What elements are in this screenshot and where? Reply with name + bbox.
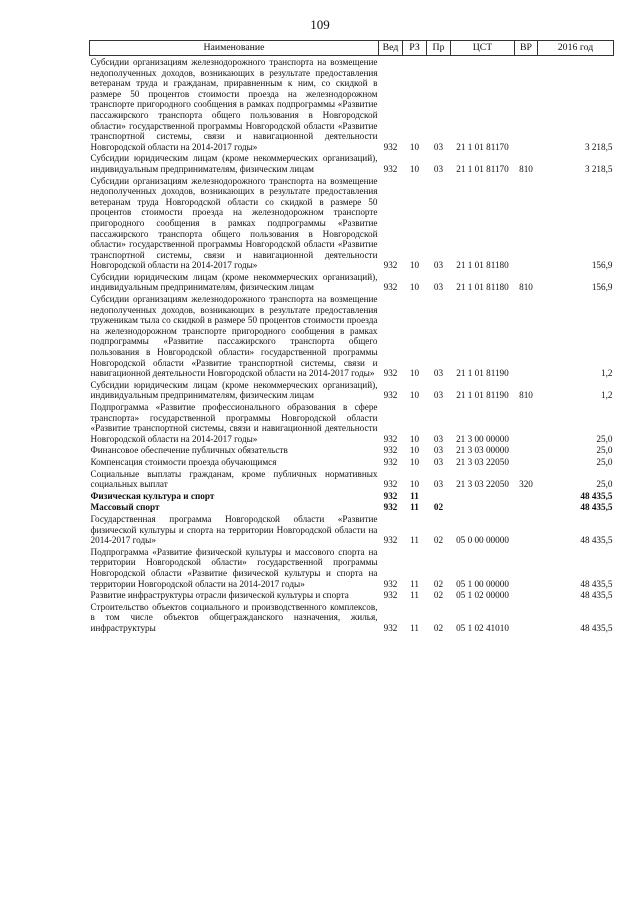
cell-vr (515, 456, 538, 468)
cell-rz: 10 (409, 445, 420, 456)
cell-rz: 11 (410, 490, 419, 501)
cell-amount: 48 435,5 (580, 622, 613, 633)
table-row (90, 456, 614, 468)
cell-vr (515, 501, 538, 513)
cell-amount: 25,0 (596, 479, 613, 490)
table-row (90, 175, 614, 271)
cell-vr (515, 56, 538, 153)
cell-amount: 1,2 (601, 390, 613, 401)
cell-cst: 21 1 01 81190 (456, 368, 509, 379)
cell-name: Массовый спорт (90, 502, 160, 513)
cell-name: Развитие инфраструктуры отрасли физической культуры и спорта (90, 590, 349, 601)
cell-pr: 03 (433, 390, 444, 401)
cell-vr (515, 444, 538, 456)
cell-vr (515, 546, 538, 589)
table-row (90, 601, 614, 634)
header-name: Наименование (90, 41, 379, 56)
cell-vr (515, 490, 538, 502)
cell-vr (515, 401, 538, 444)
cell-cst: 21 1 01 81180 (456, 282, 509, 293)
cell-ved: 932 (383, 578, 398, 589)
cell-pr: 03 (433, 433, 444, 444)
table-row (90, 589, 614, 601)
cell-amount: 3 218,5 (584, 163, 613, 174)
cell-vr (515, 513, 538, 546)
cell-rz: 10 (409, 456, 420, 467)
cell-vr: 810 (519, 282, 533, 293)
cell-ved: 932 (383, 590, 398, 601)
cell-vr (515, 589, 538, 601)
cell-ved: 932 (383, 456, 398, 467)
header-ved: Вед (379, 41, 403, 56)
cell-rz: 10 (409, 368, 420, 379)
cell-pr: 03 (433, 368, 444, 379)
cell-pr: 03 (433, 163, 444, 174)
cell-cst: 05 1 02 00000 (456, 590, 509, 601)
cell-cst: 05 1 00 00000 (456, 578, 509, 589)
cell-name: Физическая культура и спорт (90, 490, 215, 501)
cell-ved: 932 (383, 390, 398, 401)
cell-vr: 810 (519, 390, 533, 401)
cell-amount: 48 435,5 (580, 502, 613, 513)
cell-pr: 03 (433, 456, 444, 467)
cell-amount: 156,9 (591, 282, 613, 293)
cell-cst: 21 3 00 00000 (456, 433, 509, 444)
cell-ved: 932 (383, 260, 398, 271)
header-pr: Пр (427, 41, 451, 56)
header-vr: ВР (515, 41, 538, 56)
cell-pr: 03 (433, 479, 444, 490)
table-row (90, 501, 614, 513)
cell-name: Субсидии юридическим лицам (кроме некоммерческих организаций), индивидуальным предпринимателям, физическим лицам (90, 379, 378, 401)
cell-cst: 21 3 03 22050 (456, 456, 509, 467)
cell-rz: 11 (410, 502, 419, 513)
cell-amount: 3 218,5 (584, 141, 613, 152)
cell-cst: 21 3 03 00000 (456, 445, 509, 456)
cell-amount: 25,0 (596, 445, 613, 456)
cell-amount: 48 435,5 (580, 490, 613, 501)
cell-pr: 02 (433, 535, 444, 546)
cell-cst: 21 1 01 81170 (456, 141, 509, 152)
cell-cst: 21 1 01 81180 (456, 260, 509, 271)
cell-rz: 10 (409, 390, 420, 401)
cell-cst: 21 1 01 81190 (456, 390, 509, 401)
cell-pr: 03 (433, 445, 444, 456)
cell-rz: 10 (409, 282, 420, 293)
cell-rz: 10 (409, 433, 420, 444)
cell-cst: 21 3 03 22050 (456, 479, 509, 490)
cell-vr (515, 175, 538, 271)
cell-name: Подпрограмма «Развитие профессионального образования в сфере транспорта» государственной программы Новгородской области «Развитие транспортной системы, связи и навигационной деятельности Новгородской области на 2014-2017 годы» (90, 402, 378, 444)
cell-pr: 03 (433, 141, 444, 152)
cell-name: Субсидии организациям железнодорожного транспорта на возмещение недополученных доходов, возникающих в результате предоставления ветеранам труда Новгородской области со скидкой в размере 50 процентов стоимости проезда на железнодорожном транспорте пригородного сообщения в рамках подпрограммы «Развитие пассажирского транспорта общего пользования в Новгородской области» государственной программы Новгородской области «Развитие транспортной системы, связи и навигационной деятельности Новгородской области на 2014-2017 годы» (90, 175, 378, 271)
cell-name: Социальные выплаты гражданам, кроме публичных нормативных социальных выплат (90, 468, 378, 490)
table-row (90, 513, 614, 546)
cell-amount: 48 435,5 (580, 535, 613, 546)
table-row (90, 546, 614, 589)
cell-rz: 11 (410, 590, 419, 601)
cell-cst: 05 0 00 00000 (456, 535, 509, 546)
cell-ved: 932 (383, 141, 398, 152)
cell-name: Субсидии организациям железнодорожного транспорта на возмещение недополученных доходов, возникающих в результате предоставления труженикам тыла со скидкой в размере 50 процентов стоимости проезда на железнодорожном транспорте пригородного сообщения в рамках подпрограммы «Развитие пассажирского транспорта общего пользования в Новгородской области» государственной программы Новгородской области «Развитие транспортной системы, связи и навигационной деятельности Новгородской области на 2014-2017 годы» (90, 294, 378, 379)
cell-name: Строительство объектов социального и производственного комплексов, в том числе объектов общегражданского назначения, жилья, инфраструктуры (90, 601, 378, 633)
cell-ved: 932 (383, 368, 398, 379)
cell-ved: 932 (383, 535, 398, 546)
cell-rz: 10 (409, 141, 420, 152)
cell-amount: 25,0 (596, 433, 613, 444)
cell-vr (515, 601, 538, 634)
table-row (90, 379, 614, 401)
cell-vr: 810 (519, 163, 533, 174)
table-row (90, 56, 614, 153)
cell-cst (451, 490, 515, 502)
table-row (90, 401, 614, 444)
cell-vr (515, 293, 538, 379)
cell-name: Подпрограмма «Развитие физической культуры и массового спорта на территории Новгородской области» государственной программы Новгородской области «Развитие физической культуры и спорта на территории Новгородской области на 2014-2017 годы» (90, 546, 378, 589)
table-body (90, 56, 614, 634)
table-row (90, 490, 614, 502)
cell-pr: 02 (433, 622, 444, 633)
cell-rz: 11 (410, 622, 419, 633)
cell-name: Компенсация стоимости проезда обучающимся (90, 456, 277, 467)
page-number: 109 (310, 17, 330, 32)
header-rz: РЗ (403, 41, 427, 56)
cell-name: Государственная программа Новгородской области «Развитие физической культуры и спорта на территории Новгородской области на 2014-2017 годы» (90, 513, 378, 546)
cell-rz: 10 (409, 260, 420, 271)
cell-name: Финансовое обеспечение публичных обязательств (90, 445, 288, 456)
table-header-row (90, 41, 614, 56)
cell-rz: 10 (409, 479, 420, 490)
table-row (90, 468, 614, 490)
cell-cst (451, 501, 515, 513)
cell-name: Субсидии юридическим лицам (кроме некоммерческих организаций), индивидуальным предпринимателям, физическим лицам (90, 271, 378, 293)
cell-rz: 11 (410, 535, 419, 546)
cell-vr: 320 (519, 479, 533, 490)
cell-ved: 932 (383, 282, 398, 293)
cell-ved: 932 (383, 502, 398, 513)
cell-ved: 932 (383, 163, 398, 174)
table-row (90, 444, 614, 456)
cell-rz: 10 (409, 163, 420, 174)
table-row (90, 271, 614, 293)
table-row (90, 152, 614, 174)
cell-ved: 932 (383, 479, 398, 490)
cell-amount: 48 435,5 (580, 578, 613, 589)
cell-amount: 1,2 (601, 368, 613, 379)
header-cst: ЦСТ (451, 41, 515, 56)
cell-pr: 02 (433, 590, 444, 601)
cell-cst: 05 1 02 41010 (456, 622, 509, 633)
header-year: 2016 год (538, 41, 614, 56)
cell-pr: 03 (433, 260, 444, 271)
cell-ved: 932 (383, 445, 398, 456)
cell-pr (427, 490, 451, 502)
cell-pr: 03 (433, 282, 444, 293)
table-row (90, 293, 614, 379)
cell-cst: 21 1 01 81170 (456, 163, 509, 174)
cell-ved: 932 (383, 622, 398, 633)
cell-amount: 25,0 (596, 456, 613, 467)
cell-rz: 11 (410, 578, 419, 589)
cell-pr: 02 (433, 578, 444, 589)
cell-name: Субсидии организациям железнодорожного транспорта на возмещение недополученных доходов, возникающих в результате предоставления ветеранам труда и гражданам, приравненным к ним, со скидкой в размере 50 процентов стоимости проезда на железнодорожном транспорте пригородного сообщения в рамках подпрограммы «Развитие пассажирского транспорта общего пользования в Новгородской области» государственной программы Новгородской области «Развитие транспортной системы, связи и навигационной деятельности Новгородской области на 2014-2017 годы» (90, 57, 378, 152)
cell-amount: 156,9 (591, 260, 613, 271)
budget-table (89, 40, 614, 633)
cell-pr: 02 (433, 502, 444, 513)
cell-ved: 932 (383, 433, 398, 444)
cell-ved: 932 (383, 490, 398, 501)
cell-name: Субсидии юридическим лицам (кроме некоммерческих организаций), индивидуальным предпринимателям, физическим лицам (90, 153, 378, 174)
cell-amount: 48 435,5 (580, 590, 613, 601)
